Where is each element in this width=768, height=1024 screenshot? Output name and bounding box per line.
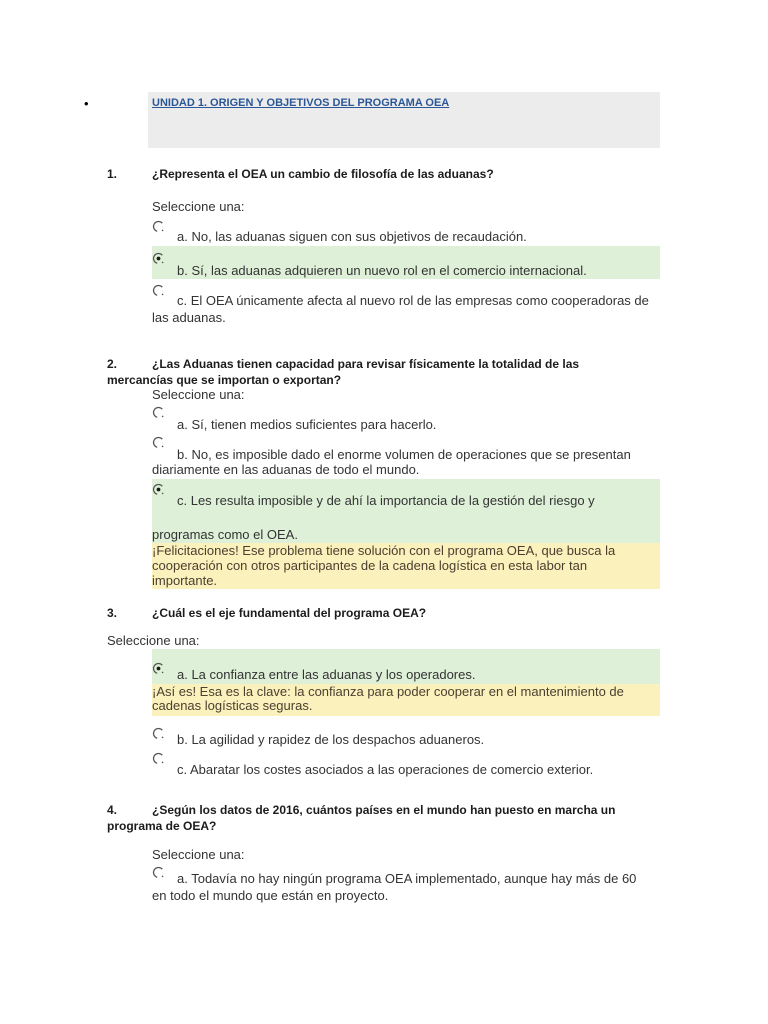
option-label[interactable]: c. Les resulta imposible y de ahí la importancia de la gestión del riesgo y — [177, 493, 595, 508]
question-text-continuation: programa de OEA? — [107, 819, 217, 833]
feedback-text: ¡Así es! Esa es la clave: la confianza para poder cooperar en el mantenimiento de — [152, 684, 624, 699]
select-prompt: Seleccione una: — [152, 199, 245, 214]
question-number: 2. — [107, 357, 118, 371]
list-bullet: • — [84, 96, 89, 111]
question-number: 3. — [107, 606, 118, 620]
radio-button-icon[interactable] — [152, 436, 165, 449]
question-text: ¿Cuál es el eje fundamental del programa OEA? — [152, 606, 427, 620]
feedback-text: cooperación con otros participantes de la cadena logística en esta labor tan — [152, 558, 588, 573]
option-label-continuation[interactable]: programas como el OEA. — [152, 527, 298, 542]
select-prompt: Seleccione una: — [107, 633, 200, 648]
option-label[interactable]: a. No, las aduanas siguen con sus objetivos de recaudación. — [177, 229, 527, 244]
radio-button-icon[interactable] — [152, 252, 165, 265]
question-number: 4. — [107, 803, 118, 817]
select-prompt: Seleccione una: — [152, 387, 245, 402]
question-text: ¿Según los datos de 2016, cuántos países en el mundo han puesto en marcha un — [152, 803, 616, 817]
option-label[interactable]: b. Sí, las aduanas adquieren un nuevo rol en el comercio internacional. — [177, 263, 587, 278]
feedback-text: importante. — [152, 573, 218, 588]
radio-button-icon[interactable] — [152, 727, 165, 740]
option-label[interactable]: a. La confianza entre las aduanas y los operadores. — [177, 667, 476, 682]
select-prompt: Seleccione una: — [152, 847, 245, 862]
option-label-continuation[interactable]: diariamente en las aduanas de todo el mundo. — [152, 462, 420, 477]
radio-button-icon[interactable] — [152, 220, 165, 233]
radio-button-icon[interactable] — [152, 483, 165, 496]
radio-button-icon[interactable] — [152, 866, 165, 879]
section-title-link[interactable]: UNIDAD 1. ORIGEN Y OBJETIVOS DEL PROGRAMA OEA — [152, 97, 450, 109]
option-label[interactable]: b. La agilidad y rapidez de los despachos aduaneros. — [177, 732, 485, 747]
question-number: 1. — [107, 167, 118, 181]
feedback-text: cadenas logísticas seguras. — [152, 698, 313, 713]
option-label[interactable]: c. Abaratar los costes asociados a las operaciones de comercio exterior. — [177, 762, 594, 777]
option-label[interactable]: a. Sí, tienen medios suficientes para hacerlo. — [177, 417, 437, 432]
radio-button-icon[interactable] — [152, 406, 165, 419]
option-label-continuation[interactable]: en todo el mundo que están en proyecto. — [152, 888, 389, 903]
radio-button-icon[interactable] — [152, 284, 165, 297]
option-label[interactable]: b. No, es imposible dado el enorme volumen de operaciones que se presentan — [177, 447, 631, 462]
question-text-continuation: mercancías que se importan o exportan? — [107, 373, 342, 387]
question-text: ¿Las Aduanas tienen capacidad para revisar físicamente la totalidad de las — [152, 357, 580, 371]
radio-button-icon[interactable] — [152, 662, 165, 675]
option-label-continuation[interactable]: las aduanas. — [152, 310, 226, 325]
feedback-text: ¡Felicitaciones! Ese problema tiene solución con el programa OEA, que busca la — [152, 543, 616, 558]
question-text: ¿Representa el OEA un cambio de filosofía de las aduanas? — [152, 167, 494, 181]
radio-button-icon[interactable] — [152, 752, 165, 765]
option-label[interactable]: c. El OEA únicamente afecta al nuevo rol de las empresas como cooperadoras de — [177, 293, 649, 308]
option-label[interactable]: a. Todavía no hay ningún programa OEA implementado, aunque hay más de 60 — [177, 871, 637, 886]
